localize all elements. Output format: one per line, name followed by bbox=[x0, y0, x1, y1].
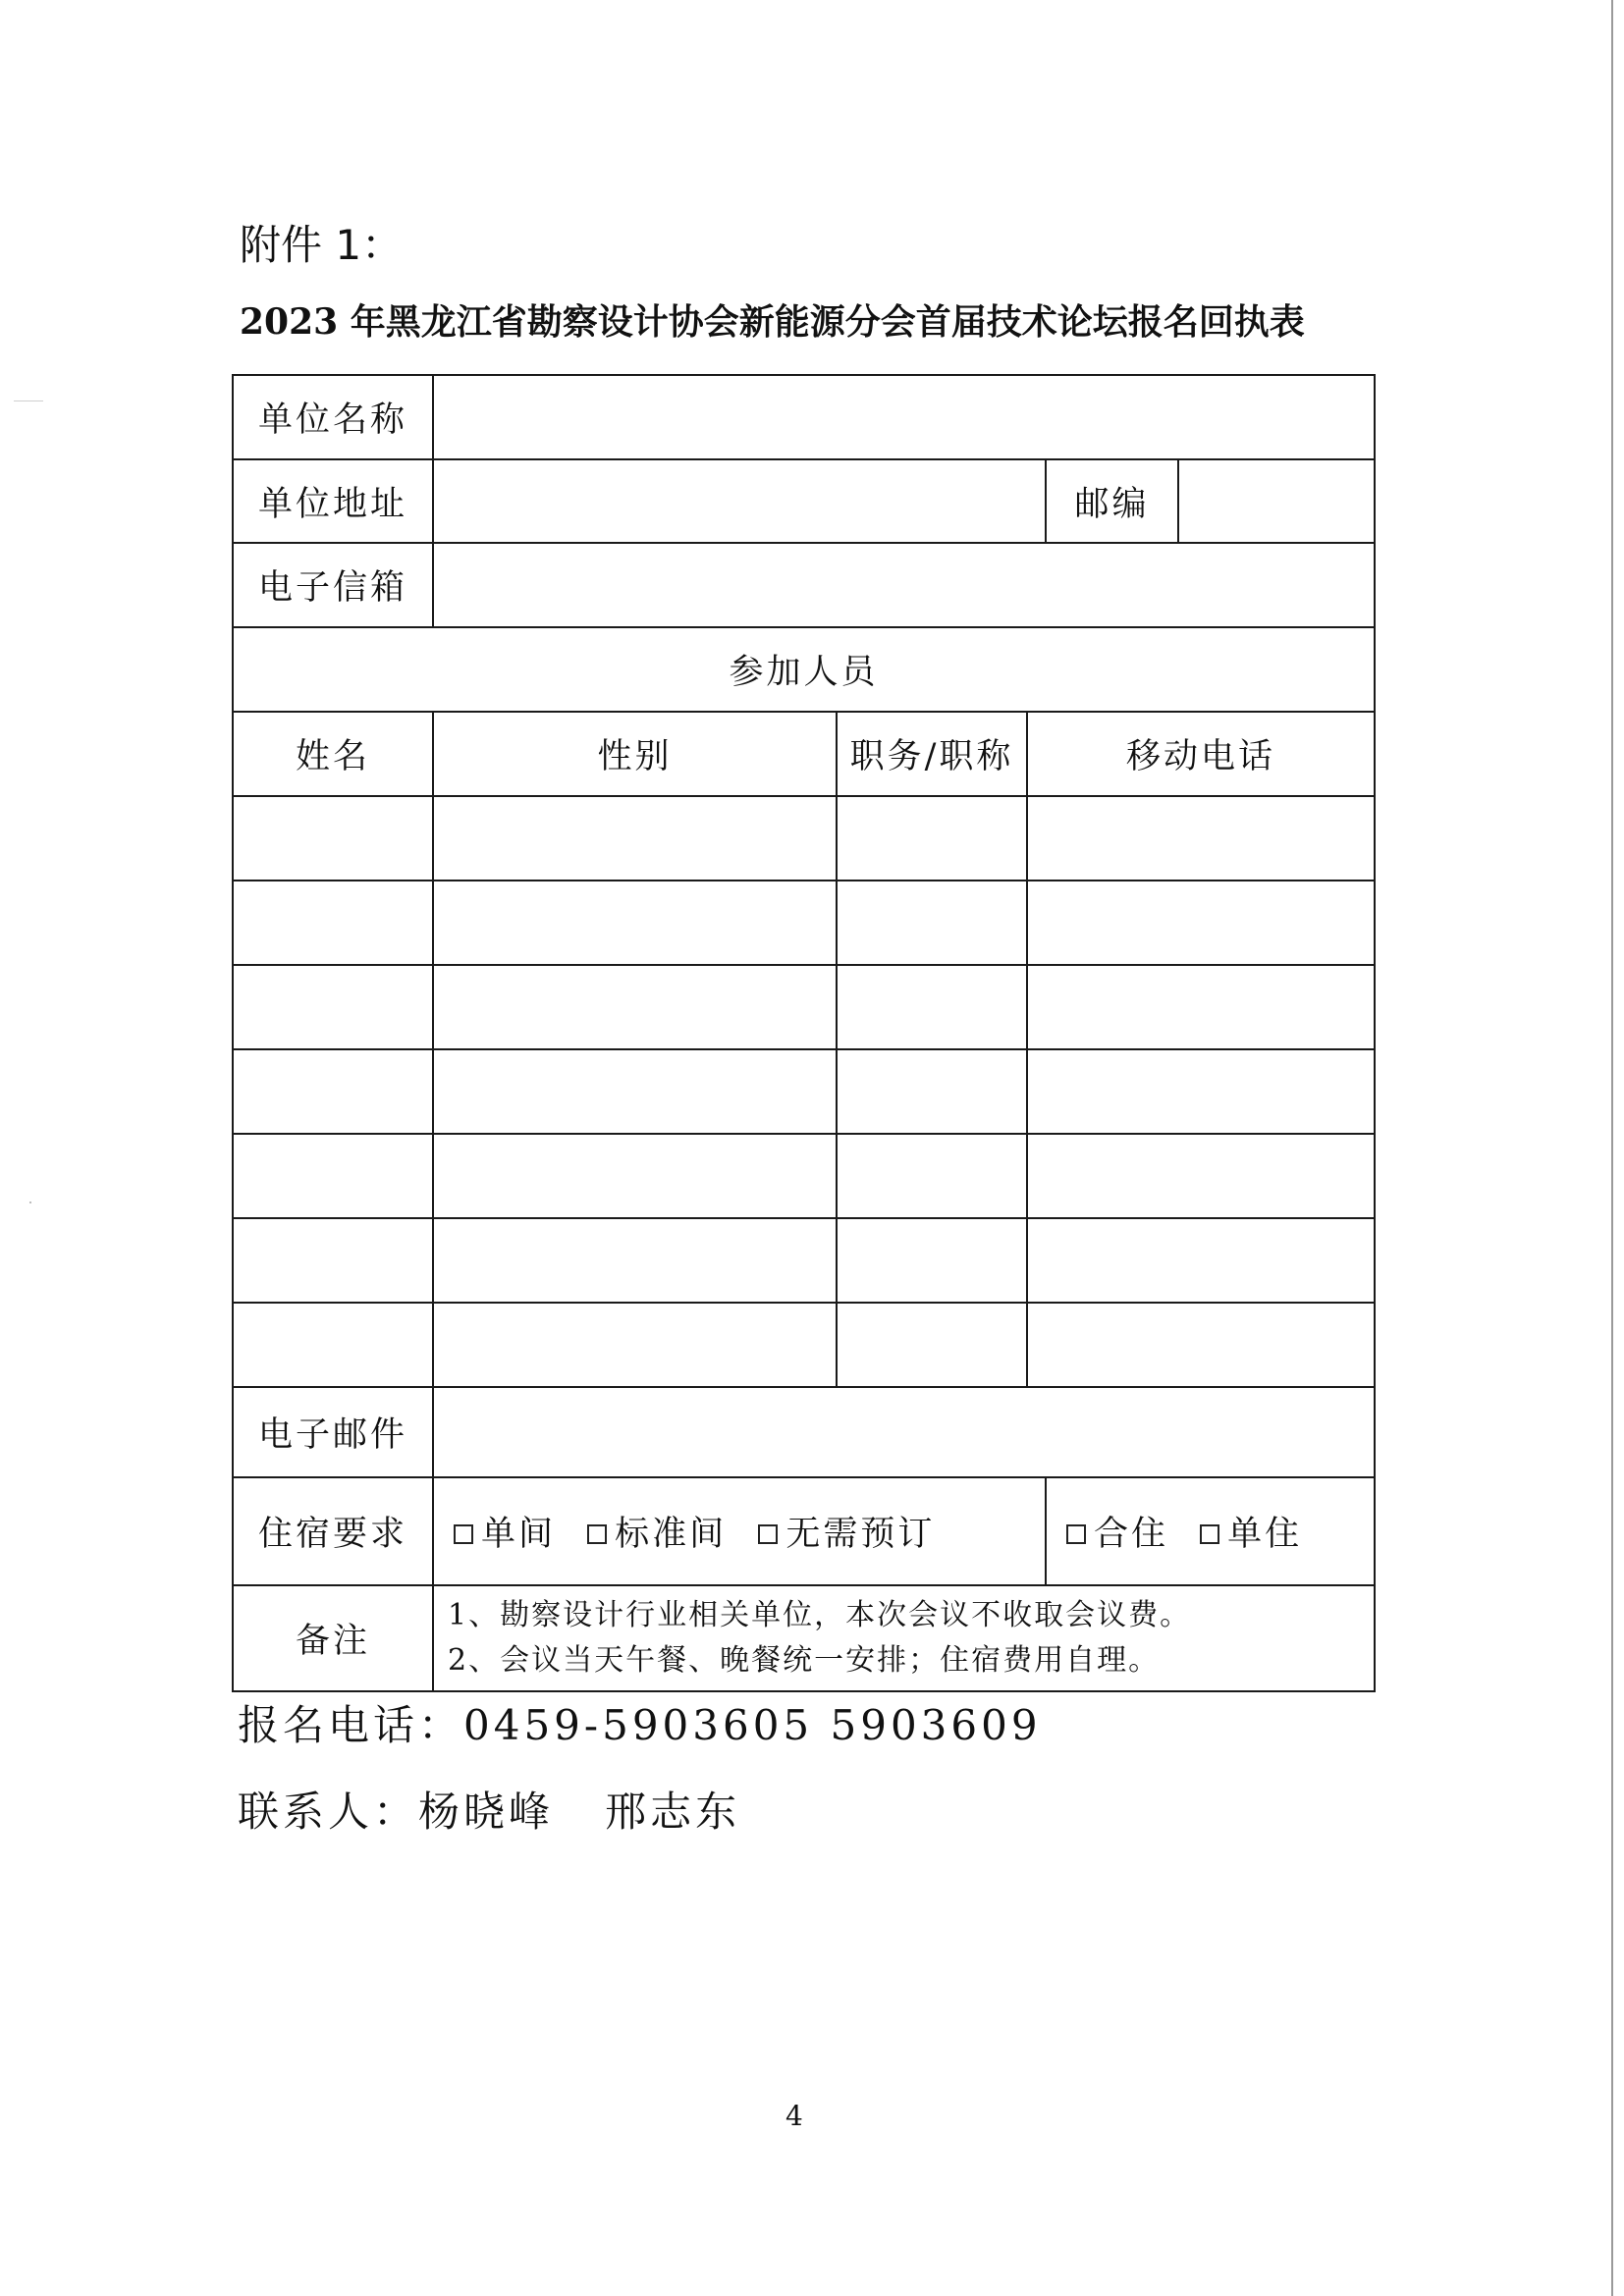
email-field[interactable] bbox=[433, 1387, 1375, 1477]
participants-header-row bbox=[233, 627, 1375, 712]
scan-speck bbox=[14, 400, 43, 401]
participant-position-cell[interactable] bbox=[837, 1134, 1027, 1218]
contact-persons bbox=[238, 1785, 740, 1840]
participant-name-cell[interactable] bbox=[233, 1134, 433, 1218]
remark-line: 2、会议当天午餐、晚餐统一安排；住宿费用自理。 bbox=[448, 1643, 1161, 1678]
participant-name-cell[interactable] bbox=[233, 881, 433, 965]
unit-name-label: 单位名称 bbox=[233, 375, 433, 459]
participant-gender-cell[interactable] bbox=[433, 796, 837, 881]
participant-gender-cell[interactable] bbox=[433, 1049, 837, 1134]
page-edge-line bbox=[1611, 0, 1613, 2296]
attachment-label: 附件 1： bbox=[240, 221, 404, 269]
participant-row bbox=[233, 965, 1375, 1049]
checkbox-icon[interactable] bbox=[587, 1524, 607, 1544]
postcode-label: 邮编 bbox=[1046, 459, 1178, 543]
unit-name-row bbox=[233, 375, 1375, 459]
room-option-single[interactable]: 单间 bbox=[454, 1515, 556, 1554]
participant-mobile-cell[interactable] bbox=[1027, 1303, 1375, 1387]
participant-gender-cell[interactable] bbox=[433, 1134, 837, 1218]
share-option-single[interactable]: 单住 bbox=[1200, 1515, 1302, 1554]
email-box-row bbox=[233, 543, 1375, 627]
checkbox-icon[interactable] bbox=[758, 1524, 778, 1544]
column-header-mobile: 移动电话 bbox=[1027, 712, 1375, 796]
participants-header: 参加人员 bbox=[233, 627, 1375, 712]
registration-form-table bbox=[232, 374, 1376, 1692]
remark-line: 1、勘察设计行业相关单位，本次会议不收取会议费。 bbox=[448, 1598, 1192, 1632]
participant-position-cell[interactable] bbox=[837, 1049, 1027, 1134]
participant-gender-cell[interactable] bbox=[433, 881, 837, 965]
document-title: 2023 年黑龙江省勘察设计协会新能源分会首届技术论坛报名回执表 bbox=[240, 301, 1305, 343]
participant-name-cell[interactable] bbox=[233, 1218, 433, 1303]
participant-row bbox=[233, 1134, 1375, 1218]
participant-row bbox=[233, 1049, 1375, 1134]
participant-name-cell[interactable] bbox=[233, 965, 433, 1049]
participant-mobile-cell[interactable] bbox=[1027, 1218, 1375, 1303]
email-box-label: 电子信箱 bbox=[233, 543, 433, 627]
remarks-row bbox=[233, 1585, 1375, 1691]
participant-mobile-cell[interactable] bbox=[1027, 965, 1375, 1049]
registration-phone bbox=[238, 1698, 1042, 1753]
participant-mobile-cell[interactable] bbox=[1027, 796, 1375, 881]
participant-position-cell[interactable] bbox=[837, 796, 1027, 881]
column-header-gender: 性别 bbox=[433, 712, 837, 796]
column-header-name: 姓名 bbox=[233, 712, 433, 796]
column-header-row bbox=[233, 712, 1375, 796]
participant-gender-cell[interactable] bbox=[433, 1218, 837, 1303]
participant-name-cell[interactable] bbox=[233, 1303, 433, 1387]
participant-name-cell[interactable] bbox=[233, 796, 433, 881]
unit-address-field[interactable] bbox=[433, 459, 1046, 543]
scan-speck bbox=[29, 1201, 31, 1203]
share-option-shared[interactable]: 合住 bbox=[1066, 1515, 1168, 1554]
email-row bbox=[233, 1387, 1375, 1477]
participant-position-cell[interactable] bbox=[837, 965, 1027, 1049]
phone-label: 报名电话： bbox=[238, 1701, 464, 1749]
participant-gender-cell[interactable] bbox=[433, 965, 837, 1049]
participant-row bbox=[233, 796, 1375, 881]
room-option-no-booking[interactable]: 无需预订 bbox=[758, 1515, 935, 1554]
participant-position-cell[interactable] bbox=[837, 881, 1027, 965]
checkbox-icon[interactable] bbox=[1200, 1524, 1219, 1544]
participant-position-cell[interactable] bbox=[837, 1218, 1027, 1303]
participant-mobile-cell[interactable] bbox=[1027, 1134, 1375, 1218]
remarks-content bbox=[433, 1585, 1375, 1691]
unit-name-field[interactable] bbox=[433, 375, 1375, 459]
participant-row bbox=[233, 1218, 1375, 1303]
checkbox-icon[interactable] bbox=[454, 1524, 473, 1544]
postcode-field[interactable] bbox=[1178, 459, 1375, 543]
participant-mobile-cell[interactable] bbox=[1027, 881, 1375, 965]
checkbox-icon[interactable] bbox=[1066, 1524, 1086, 1544]
page-number: 4 bbox=[785, 2100, 803, 2132]
participant-row bbox=[233, 881, 1375, 965]
participant-gender-cell[interactable] bbox=[433, 1303, 837, 1387]
accommodation-label: 住宿要求 bbox=[233, 1477, 433, 1585]
participant-row bbox=[233, 1303, 1375, 1387]
contact-label: 联系人： bbox=[238, 1788, 419, 1836]
email-label: 电子邮件 bbox=[233, 1387, 433, 1477]
column-header-position: 职务/职称 bbox=[837, 712, 1027, 796]
room-type-options bbox=[433, 1477, 1046, 1585]
phone-numbers: 0459-5903605 5903609 bbox=[463, 1701, 1042, 1749]
participant-mobile-cell[interactable] bbox=[1027, 1049, 1375, 1134]
participant-position-cell[interactable] bbox=[837, 1303, 1027, 1387]
participant-name-cell[interactable] bbox=[233, 1049, 433, 1134]
unit-address-label: 单位地址 bbox=[233, 459, 433, 543]
unit-address-row bbox=[233, 459, 1375, 543]
share-type-options bbox=[1046, 1477, 1375, 1585]
room-option-standard[interactable]: 标准间 bbox=[587, 1515, 727, 1554]
email-box-field[interactable] bbox=[433, 543, 1375, 627]
accommodation-row bbox=[233, 1477, 1375, 1585]
contact-names: 杨晓峰 邢志东 bbox=[418, 1788, 741, 1836]
remarks-label: 备注 bbox=[233, 1585, 433, 1691]
